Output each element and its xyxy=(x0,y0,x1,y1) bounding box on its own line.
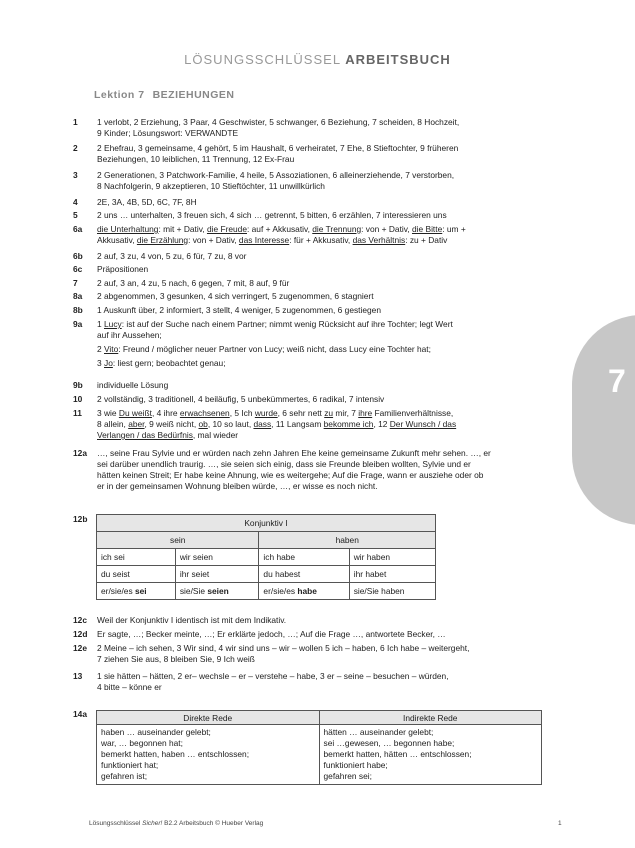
text-span: : Freund / möglicher neuer Partner von Lucy; weiß nicht, dass Lucy eine Tochter hat; xyxy=(118,344,431,354)
chapter-tab-number: 7 xyxy=(608,363,626,399)
footer-text: Lösungsschlüssel xyxy=(89,820,143,827)
bold-text: habe xyxy=(297,586,317,596)
underlined-word: Vito xyxy=(104,344,119,354)
table-row xyxy=(97,725,542,785)
text-span: : liest gern; beobachtet genau; xyxy=(112,358,226,368)
text-span: : um + xyxy=(442,224,466,234)
table-row xyxy=(97,566,436,583)
cell-line: war, … begonnen hat; xyxy=(101,738,183,748)
header-light: LÖSUNGSSCHLÜSSEL xyxy=(184,52,341,67)
text-span: : von + Dativ, xyxy=(188,235,239,245)
text-span: , 4 ihre xyxy=(151,408,180,418)
table-row xyxy=(97,549,436,566)
text-span: , mal wieder xyxy=(192,430,239,440)
bold-text: seien xyxy=(207,586,229,596)
text-span: : zu + Dativ xyxy=(405,235,448,245)
page-footer xyxy=(89,820,263,827)
column-header: Direkte Rede xyxy=(97,711,320,725)
table-cell: ich habe xyxy=(259,549,349,566)
answer-line: Beziehungen, 10 leiblichen, 11 Trennung, 12 Ex-Frau xyxy=(97,154,295,164)
cell-line: gefahren sei; xyxy=(323,771,372,781)
table-cell xyxy=(97,583,176,600)
answer-line: 2 Meine – ich sehen, 3 Wir sind, 4 wir sind uns – wir – wollen 5 ich – haben, 6 Ich habe – weitergeht, xyxy=(97,643,470,653)
page-number: 1 xyxy=(558,820,562,827)
text-span: er/sie/es xyxy=(101,586,135,596)
text-span: Familienverhältnisse, xyxy=(372,408,454,418)
answer-line: Er sagte, …; Becker meinte, …; Er erklärte jedoch, …; Auf die Frage …, antwortete Becker, … xyxy=(97,629,446,639)
exercise-number: 12c xyxy=(73,615,87,625)
exercise-number: 11 xyxy=(73,408,82,418)
answer-line: 2 auf, 3 zu, 4 von, 5 zu, 6 für, 7 zu, 8 vor xyxy=(97,251,247,261)
underlined-word: die Freude xyxy=(206,224,247,234)
exercise-number: 4 xyxy=(73,197,78,207)
exercise-number: 12e xyxy=(73,643,87,653)
underlined-word: ihre xyxy=(358,408,373,418)
exercise-number: 12b xyxy=(73,514,88,524)
answer-line: 9 Kinder; Lösungswort: VERWANDTE xyxy=(97,128,239,138)
table-cell xyxy=(259,583,349,600)
answer-line: 2 vollständig, 3 traditionell, 4 beiläufig, 5 unbekümmertes, 6 radikal, 7 intensiv xyxy=(97,394,385,404)
answer-line: Präpositionen xyxy=(97,264,149,274)
text-span: 3 xyxy=(97,358,104,368)
cell-line: funktioniert hat; xyxy=(101,760,159,770)
underlined-word: zu xyxy=(324,408,334,418)
cell-line: haben … auseinander gelebt; xyxy=(101,727,211,737)
answer-line: …, seine Frau Sylvie und er würden nach zehn Jahren Ehe keine gemeinsame Zukunft mehr sehen. …, er xyxy=(97,448,491,458)
answer-line: 2 Ehefrau, 3 gemeinsame, 4 gehört, 5 im Haushalt, 6 verheiratet, 7 Ehe, 8 Stieftochter, 9 früheren xyxy=(97,143,459,153)
text-span: er/sie/es xyxy=(263,586,298,596)
cell-line: bemerkt hatten, haben … entschlossen; xyxy=(101,749,250,759)
text-span: , 11 Langsam xyxy=(271,419,324,429)
exercise-number: 12d xyxy=(73,629,88,639)
answer-line: 1 verlobt, 2 Erziehung, 3 Paar, 4 Geschwister, 5 schwanger, 6 Beziehung, 7 scheiden, 8 Hochzeit, xyxy=(97,117,460,127)
table-row xyxy=(97,583,436,600)
answer-line: 2 auf, 3 an, 4 zu, 5 nach, 6 gegen, 7 mit, 8 auf, 9 für xyxy=(97,278,290,288)
underlined-word: erwachsenen xyxy=(179,408,230,418)
underlined-word: ob xyxy=(198,419,208,429)
table-cell: ihr habet xyxy=(349,566,435,583)
exercise-number: 9b xyxy=(73,380,83,390)
answer-line: auf ihr Aussehen; xyxy=(97,330,162,340)
answer-line: er in der gemeinsamen Wohnung bleiben würde, …, er wisse es noch nicht. xyxy=(97,481,378,491)
exercise-number: 3 xyxy=(73,170,78,180)
exercise-number: 6c xyxy=(73,264,83,274)
answer-line: 2 abgenommen, 3 gesunken, 4 sich verringert, 5 zugenommen, 6 stagniert xyxy=(97,291,374,301)
text-span: , 10 so laut, xyxy=(207,419,254,429)
answer-line: 2E, 3A, 4B, 5D, 6C, 7F, 8H xyxy=(97,197,197,207)
exercise-number: 6b xyxy=(73,251,83,261)
exercise-number: 12a xyxy=(73,448,87,458)
exercise-number: 6a xyxy=(73,224,83,234)
text-span: : ist auf der Suche nach einem Partner; nimmt wenig Rücksicht auf ihre Tochter; legt Wert xyxy=(121,319,453,329)
underlined-word: das Interesse xyxy=(238,235,290,245)
underlined-word: Du weißt xyxy=(118,408,152,418)
exercise-number: 13 xyxy=(73,671,83,681)
page-header xyxy=(0,52,635,67)
underlined-word: wurde xyxy=(254,408,278,418)
cell-line: hätten … auseinander gelebt; xyxy=(323,727,434,737)
lesson-title xyxy=(94,89,235,101)
lesson-label: Lektion 7 xyxy=(94,89,145,101)
underlined-word: Jo xyxy=(104,358,113,368)
underlined-word: Verlangen / das Bedürfnis xyxy=(97,430,193,440)
exercise-number: 1 xyxy=(73,117,78,127)
table-cell: wir seien xyxy=(175,549,259,566)
answer-line: 2 Generationen, 3 Patchwork-Familie, 4 heile, 5 Assoziationen, 6 alleinerziehende, 7 verstorben, xyxy=(97,170,455,180)
exercise-number: 8b xyxy=(73,305,83,315)
cell-line: funktioniert habe; xyxy=(323,760,388,770)
answer-line: 4 bitte – könne er xyxy=(97,682,162,692)
footer-text: B2.2 Arbeitsbuch © Hueber Verlag xyxy=(162,820,264,827)
text-span: Akkusativ, xyxy=(97,235,137,245)
underlined-word: das Verhältnis xyxy=(352,235,406,245)
table-cell xyxy=(175,583,259,600)
table-cell: sie/Sie haben xyxy=(349,583,435,600)
text-span: : von + Dativ, xyxy=(361,224,412,234)
exercise-number: 2 xyxy=(73,143,78,153)
bold-text: sei xyxy=(134,586,147,596)
lesson-topic: BEZIEHUNGEN xyxy=(152,89,235,101)
table-title: Konjunktiv I xyxy=(97,515,436,532)
underlined-word: aber xyxy=(128,419,145,429)
answer-line: 1 sie hätten – hätten, 2 er– wechsle – er – verstehe – habe, 3 er – seine – besuchen – würden, xyxy=(97,671,449,681)
text-span: : für + Akkusativ, xyxy=(289,235,353,245)
table-cell: du habest xyxy=(259,566,349,583)
answer-line: hätten keinen Streit; Er habe keine Ahnung, wie es weitergehe; Auf die Frage, wann er ausziehe oder ob xyxy=(97,470,484,480)
text-span: , 9 weiß nicht, xyxy=(144,419,199,429)
text-span: 2 xyxy=(97,344,104,354)
table-cell: du seist xyxy=(97,566,176,583)
table-cell: ich sei xyxy=(97,549,176,566)
underlined-word: die Trennung xyxy=(312,224,362,234)
exercise-number: 5 xyxy=(73,210,78,220)
answer-line: individuelle Lösung xyxy=(97,380,169,390)
text-span: 1 xyxy=(97,319,104,329)
table-cell: wir haben xyxy=(349,549,435,566)
text-span: , 5 Ich xyxy=(229,408,255,418)
column-header: haben xyxy=(259,532,436,549)
text-span: 3 wie xyxy=(97,408,119,418)
text-span: , 6 sehr nett xyxy=(277,408,325,418)
answer-line: 1 Auskunft über, 2 informiert, 3 stellt, 4 weniger, 5 zugenommen, 6 gestiegen xyxy=(97,305,381,315)
text-span: 8 allein, xyxy=(97,419,129,429)
column-header: sein xyxy=(97,532,259,549)
cell-line: gefahren ist; xyxy=(101,771,148,781)
underlined-word: die Erzählung xyxy=(136,235,189,245)
exercise-number: 7 xyxy=(73,278,78,288)
konjunktiv-table xyxy=(96,514,436,600)
underlined-word: die Bitte xyxy=(411,224,443,234)
table-cell: ihr seiet xyxy=(175,566,259,583)
direct-speech-cell xyxy=(97,725,320,785)
header-bold: ARBEITSBUCH xyxy=(345,52,451,67)
underlined-word: dass xyxy=(253,419,272,429)
text-span: : mit + Dativ, xyxy=(158,224,207,234)
text-span: mir, 7 xyxy=(333,408,359,418)
underlined-word: Lucy xyxy=(104,319,122,329)
text-span: sie/Sie xyxy=(179,586,208,596)
answer-line: sei darüber unendlich traurig. …, sie seien sich einig, dass sie Freunde bleiben wollten, Sylvie und er xyxy=(97,459,471,469)
chapter-tab xyxy=(572,315,635,525)
underlined-word: bekomme ich xyxy=(323,419,374,429)
text-span: , 12 xyxy=(373,419,390,429)
footer-italic: Sicher! xyxy=(142,820,163,827)
answer-line: 8 Nachfolgerin, 9 akzeptieren, 10 Stieftöchter, 11 unwillkürlich xyxy=(97,181,325,191)
underlined-word: Der Wunsch / das xyxy=(389,419,457,429)
column-header: Indirekte Rede xyxy=(319,711,542,725)
indirect-speech-cell xyxy=(319,725,542,785)
rede-table xyxy=(96,710,542,785)
answer-line: Weil der Konjunktiv I identisch ist mit dem Indikativ. xyxy=(97,615,287,625)
exercise-number: 10 xyxy=(73,394,83,404)
text-span: : auf + Akkusativ, xyxy=(247,224,313,234)
exercise-number: 8a xyxy=(73,291,83,301)
exercise-number: 14a xyxy=(73,709,87,719)
cell-line: sei …gewesen, … begonnen habe; xyxy=(323,738,455,748)
exercise-number: 9a xyxy=(73,319,83,329)
cell-line: bemerkt hatten, hätten … entschlossen; xyxy=(323,749,472,759)
answer-line: 2 uns … unterhalten, 3 freuen sich, 4 sich … getrennt, 5 bitten, 6 erzählen, 7 interessieren uns xyxy=(97,210,447,220)
answer-line: 7 ziehen Sie aus, 8 bleiben Sie, 9 Ich weiß xyxy=(97,654,255,664)
underlined-word: die Unterhaltung xyxy=(97,224,159,234)
